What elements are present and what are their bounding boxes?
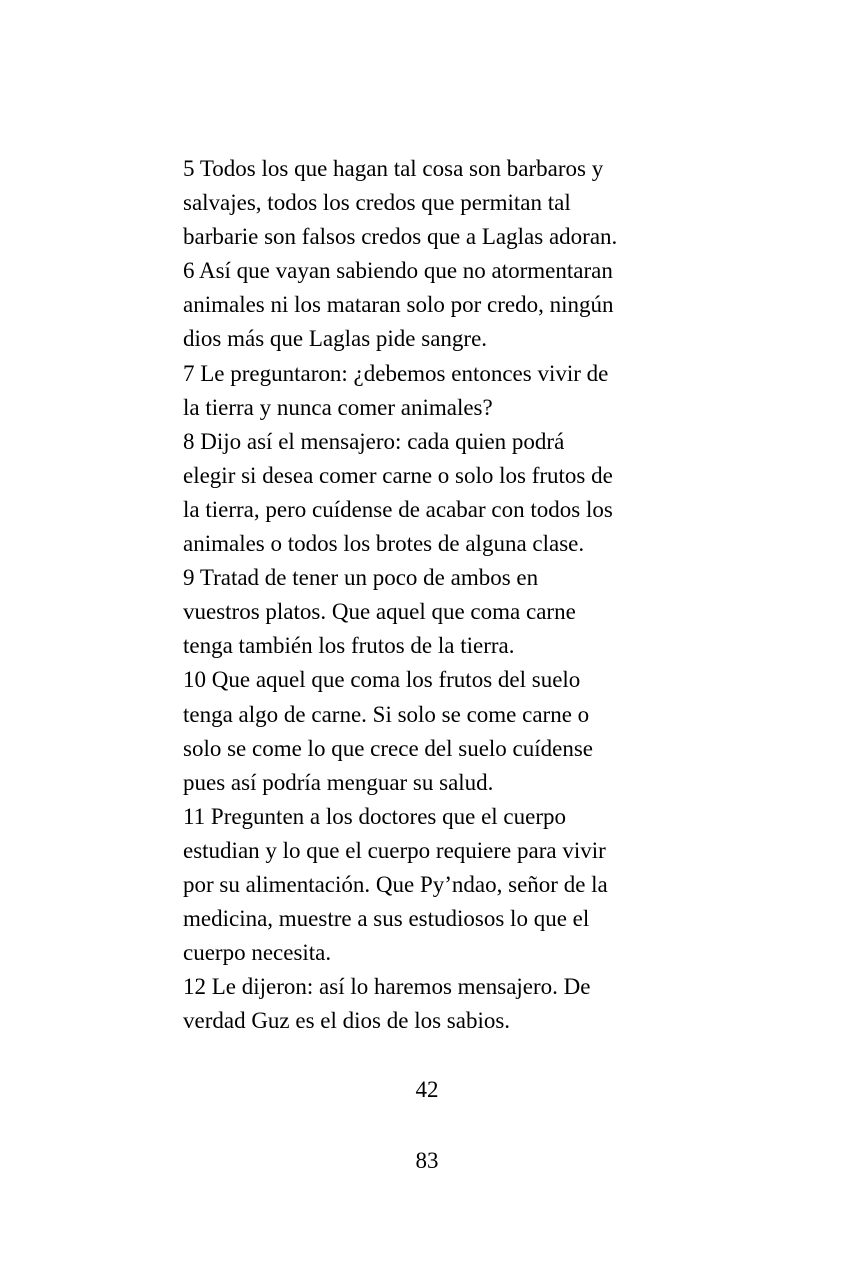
text-line: barbarie son falsos credos que a Laglas adoran. — [183, 224, 618, 250]
text-line: tenga también los frutos de la tierra. — [183, 633, 515, 659]
text-line: 11 Pregunten a los doctores que el cuerpo — [183, 803, 567, 829]
text-line: verdad Guz es el dios de los sabios. — [183, 1008, 511, 1034]
text-line: 12 Le dijeron: así lo haremos mensajero. De — [183, 974, 591, 1000]
text-line: 5 Todos los que hagan tal cosa son barbaros y — [183, 156, 604, 181]
page-number: 42 — [415, 1077, 439, 1102]
text-line: 10 Que aquel que coma los frutos del suelo — [183, 667, 581, 693]
text-line: pues así podría menguar su salud. — [183, 769, 494, 795]
text-line: solo se come lo que crece del suelo cuídense — [183, 735, 594, 761]
text-line: 8 Dijo así el mensajero: cada quien podrá — [183, 428, 565, 454]
text-line: salvajes, todos los credos que permitan tal — [183, 190, 571, 216]
text-line: cuerpo necesita. — [183, 940, 332, 966]
text-line: 6 Así que vayan sabiendo que no atormentaran — [183, 258, 613, 284]
text-line: vuestros platos. Que aquel que coma carne — [183, 599, 576, 625]
text-line: medicina, muestre a sus estudiosos lo que el — [183, 906, 590, 932]
body-text — [183, 152, 683, 1038]
text-line: tenga algo de carne. Si solo se come carne o — [183, 701, 590, 727]
text-line: animales o todos los brotes de alguna clase. — [183, 531, 585, 557]
text-line: por su alimentación. Que Py’ndao, señor de la — [183, 871, 608, 897]
text-line: la tierra y nunca comer animales? — [183, 394, 493, 420]
text-line: 7 Le preguntaron: ¿debemos entonces vivir de — [183, 360, 609, 386]
text-line: animales ni los mataran solo por credo, ningún — [183, 292, 614, 318]
page-number-secondary: 83 — [415, 1148, 439, 1173]
text-line: 9 Tratad de tener un poco de ambos en — [183, 565, 539, 591]
text-line: elegir si desea comer carne o solo los frutos de — [183, 462, 613, 488]
text-line: estudian y lo que el cuerpo requiere para vivir — [183, 837, 606, 863]
text-line: la tierra, pero cuídense de acabar con todos los — [183, 496, 613, 522]
text-line: dios más que Laglas pide sangre. — [183, 326, 488, 352]
